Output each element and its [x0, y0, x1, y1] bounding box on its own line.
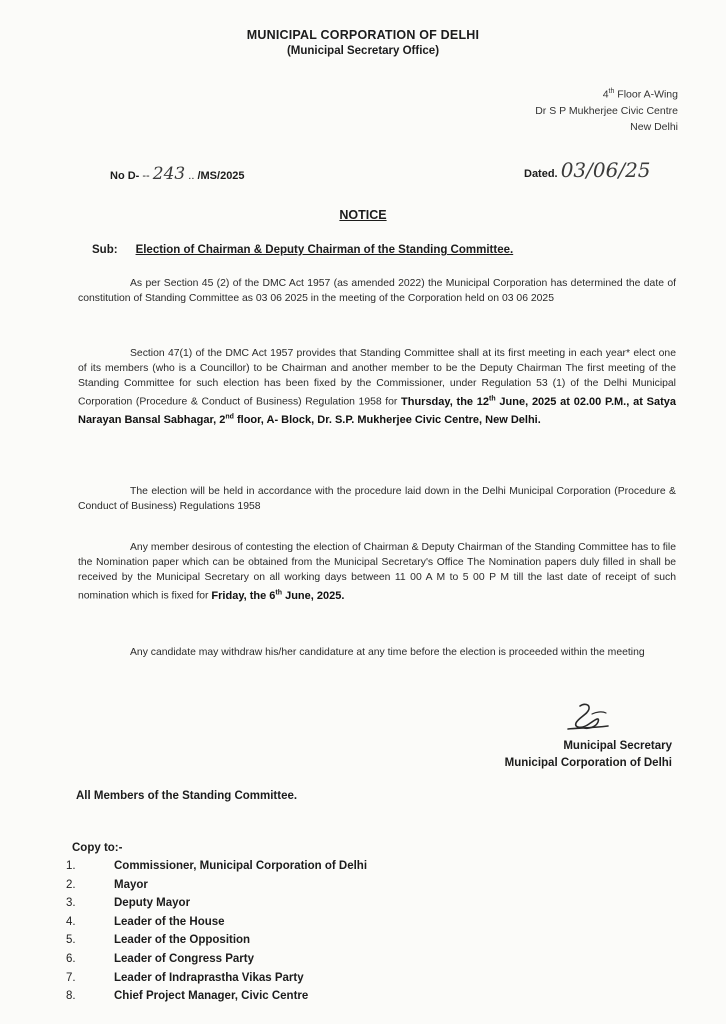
ref-suffix: /MS/2025	[194, 170, 245, 182]
signatory-block	[505, 738, 672, 772]
notice-title: NOTICE	[339, 208, 387, 222]
address-line-city: New Delhi	[630, 120, 678, 133]
reference-number: No D- -- 243 .. /MS/2025	[110, 164, 245, 184]
signatory-org: Municipal Corporation of Delhi	[504, 757, 672, 769]
dated-field	[524, 158, 651, 182]
signature-icon	[562, 702, 614, 738]
signatory-title: Municipal Secretary	[563, 740, 672, 752]
addressee: All Members of the Standing Committee.	[76, 790, 298, 802]
subject-line	[92, 244, 513, 256]
notice-document: MUNICIPAL CORPORATION OF DELHI (Municipal Secretary Office) 4th Floor A-Wing Dr S P Mukherjee Civic Centre New Delhi No D- -- 243 .. /MS/2025 Dated. 03/06/25 NOTICE Sub: Election of Chairman & Deputy Chairman of the Standing Committee. As per Section 45 (2) of the DMC Act 1957 (as amended 2022) the Municipal Corporation has determined the date of constitution of Standing Committee as 03 06 2025 in the meeting of the Corporation held on 03 06 2025 Section 47(1) of the DMC Act 1957 provides that Standing Committee shall at its first meeting in each year* elect one of its members (who is a Councillor) to be Chairman and another member to be the Deputy Chairman The first meeting of the Standing Committee for such election has been fixed by the Commissioner, under Regulation 53 (1) of the Delhi Municipal Corporation (Procedure & Conduct of Business) Regulation 1958 for Thursday, the 12th June, 2025 at 02.00 P.M., at Satya Narayan Bansal Sabhagar, 2nd floor, A- Block, Dr. S.P. Mukherjee Civic Centre, New Delhi. The election will be held in accordance with the procedure laid down in the Delhi Municipal Corporation (Procedure & Conduct of Business) Regulations 1958 Any member desirous of contesting the election of Chairman & Deputy Chairman of the Standing Committee has to file the Nomination paper which can be obtained from the Municipal Secretary's Office The Nomination papers duly filled in shall be received by the Municipal Secretary on all working days between 11 00 A M to 5 00 P M till the last date of receipt of such nomination which is fixed for Friday, the 6th June, 2025. Any candidate may withdraw his/her candidature at any time before the election is proceeded within the meeting Municipal Secretary Municipal Corporation of Delhi All Members of the Standing Committee. Copy to:- 1. Commissioner, Municipal Corporation of Delhi 2. Mayor 3. Deputy Mayor 4. Leader of the House 5. Leader of the Opposition 6. Leader of Congress Party 7. Leader of Indraprastha Vikas Party 8. Chief Project Manager, Civic Centre	[0, 0, 726, 1024]
handwritten-date: 03/06/25	[560, 158, 651, 182]
handwritten-ref-number: 243	[152, 164, 186, 184]
floor-text: Floor A-Wing	[614, 88, 678, 101]
office-name: (Municipal Secretary Office)	[286, 45, 440, 57]
meeting-date-venue: Thursday, the 12th June, 2025 at 02.00 P.M., at Satya Narayan Bansal Sabhagar, 2nd floor, A- Block, Dr. S.P. Mukherjee Civic Centre, New Delhi.	[78, 395, 676, 427]
floor-number: 4	[602, 88, 609, 101]
paragraph-withdrawal: Any candidate may withdraw his/her candidature at any time before the election is proceeded within the meeting	[130, 647, 645, 658]
p2-text: Section 47(1) of the DMC Act 1957 provides that Standing Committee shall at its first meeting in each year* elect one of its members (who is a Councillor) to be Chairman and another member to be the Deputy Chairman The first meeting of the Standing Committee for such election has been fixed by the Commissioner, under Regulation 53 (1) of the Delhi Municipal Corporation (Procedure & Conduct of Business) Regulation 1958 for	[78, 348, 676, 408]
floor-suffix: th	[608, 88, 615, 95]
paragraph-constitution: As per Section 45 (2) of the DMC Act 1957 (as amended 2022) the Municipal Corporation has determined the date of constitution of Standing Committee as 03 06 2025 in the meeting of the Corporation held on 03 06 2025	[78, 278, 676, 304]
subject-label: Sub:	[92, 244, 118, 256]
nomination-deadline: Friday, the 6th June, 2025.	[211, 589, 345, 602]
organization-name: MUNICIPAL CORPORATION OF DELHI	[246, 28, 480, 42]
paragraph-procedure: The election will be held in accordance with the procedure laid down in the Delhi Municipal Corporation (Procedure & Conduct of Business) Regulations 1958	[78, 486, 676, 512]
paragraph-first-meeting	[78, 346, 676, 428]
ref-prefix: No D-	[110, 170, 143, 182]
subject-text: Election of Chairman & Deputy Chairman of the Standing Committee.	[135, 244, 514, 256]
p4-text: Any member desirous of contesting the election of Chairman & Deputy Chairman of the Standing Committee has to file the Nomination paper which can be obtained from the Municipal Secretary's Office The Nomination papers duly filled in shall be received by the Municipal Secretary on all working days between 11 00 A M to 5 00 P M till the last date of receipt of such nomination which is fixed for	[78, 542, 676, 602]
address-line-building: Dr S P Mukherjee Civic Centre	[535, 104, 678, 117]
paragraph-nomination	[78, 540, 676, 604]
address-line-floor	[535, 84, 678, 103]
dated-label: Dated.	[524, 168, 561, 180]
copy-to-heading: Copy to:-	[72, 842, 123, 854]
office-address	[535, 84, 678, 135]
